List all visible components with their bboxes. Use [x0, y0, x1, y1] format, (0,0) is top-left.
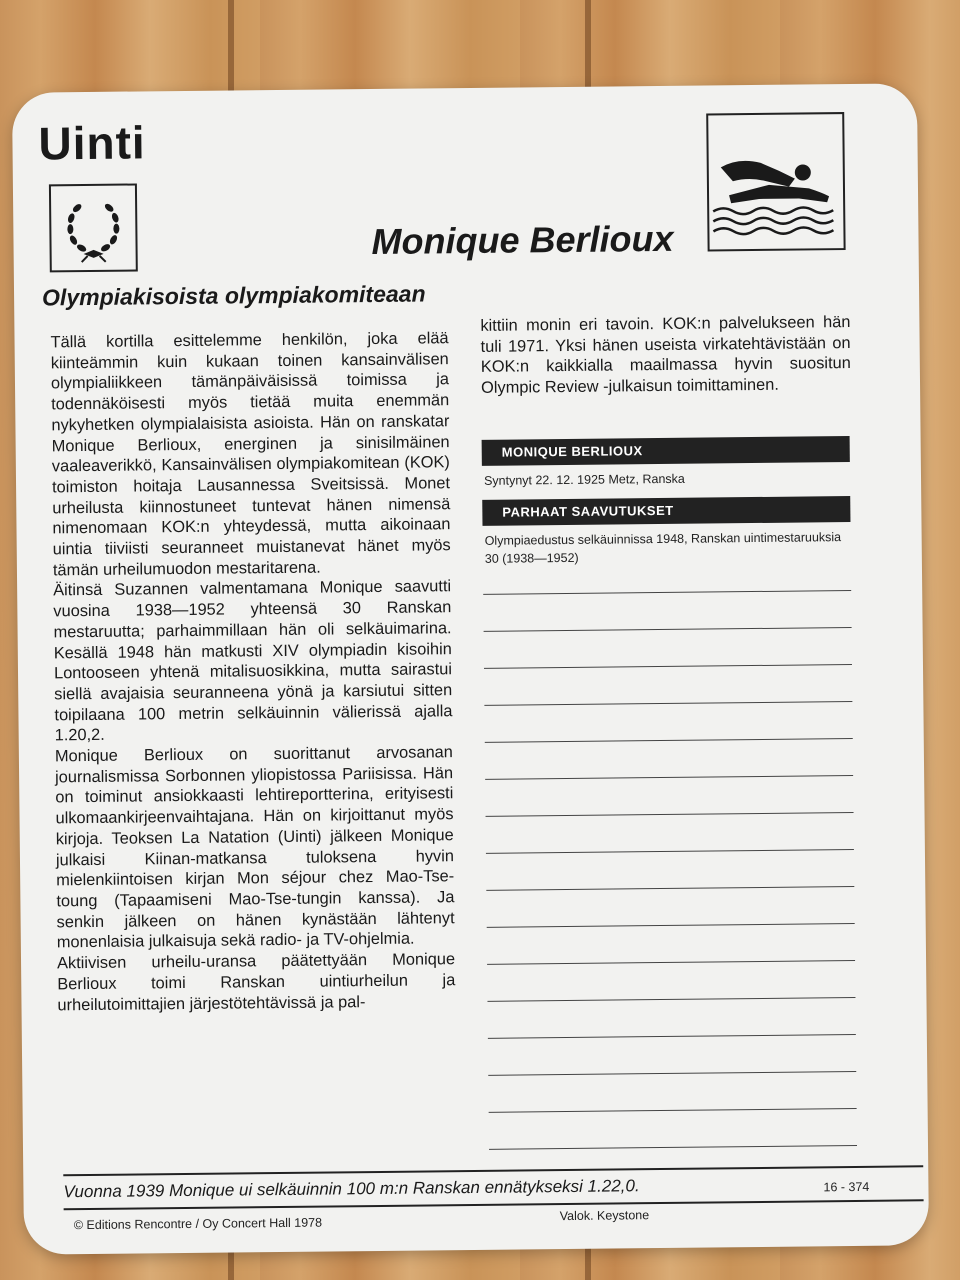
writing-line [488, 1071, 856, 1076]
writing-line [487, 997, 855, 1002]
biography-left-column [50, 328, 455, 1015]
record-footnote: Vuonna 1939 Monique ui selkäuinnin 100 m:n Ranskan ennätykseksi 1.22,0. [63, 1176, 640, 1202]
biography-paragraph: Tällä kortilla esittelemme henkilön, joka elää kiinteämmin kuin kukaan toinen kansainvälisen olympialiikkeen tämänpäiväisissä toimissa ja todennäköisesti myös tietää muita enemmän nykyhetken olympialaisista asioista. Hän on ranskatar Monique Berlioux, energinen ja sinisilmäinen vaaleaverikkö, Kansainvälisen olympiakomitean (KOK) toimiston hoitaja Lausannessa Sveitsissä. Monet urheilusta kiinnostuneet tuntevat hänen nimensä nimenomaan KOK:n yhteydessä, mutta aikoinaan uintia tiiviisti seuranneet muistanevat hänet myös tämän urheilumuodon mestaritarena. [50, 329, 451, 580]
writing-line [484, 627, 852, 632]
laurel-wreath-icon [49, 183, 138, 272]
copyright-notice: © Editions Rencontre / Oy Concert Hall 1978 [73, 1215, 323, 1233]
biography-paragraph: Aktiivisen urheilu-uransa päätettyään Monique Berlioux toimi Ranskan uintiurheilun ja urheilutoimittajien järjestötehtävissä ja pal- [56, 950, 456, 1014]
swimmer-icon [706, 112, 845, 251]
writing-line [488, 1034, 856, 1039]
footer-divider [63, 1165, 923, 1176]
sport-card [12, 83, 929, 1254]
writing-line [484, 701, 852, 706]
writing-line [486, 886, 854, 891]
writing-line [486, 849, 854, 854]
writing-line [483, 590, 851, 595]
achievements-text: Olympiaedustus selkäuinnissa 1948, Ranskan uintimestaruuksia 30 (1938—1952) [484, 530, 842, 566]
sport-title: Uinti [38, 116, 146, 170]
birth-info: Syntynyt 22. 12. 1925 Metz, Ranska [483, 471, 685, 488]
card-subtitle: Olympiakisoista olympiakomiteaan [41, 280, 426, 311]
biography-paragraph: Monique Berlioux on suorittanut arvosanan journalismissa Sorbonnen yliopistossa Pariisissa. Hän on toiminut ansiokkaasti lehtireportterina, erityisesti ulkomaankirjeenvaihtajana. Hän on kirjoittanut myös kirjoja. Teoksen La Natation (Uinti) jälkeen Monique julkaisi Kiinan-matkansa tuloksena hyvin mielenkiintoisen kirjan Mon séjour chez Mao-Tse-toung (Tapaamiseni Mao-Tse-tungin kanssa). Ja senkin jälkeen on hänen kynästään lähtenyt monenlaisia julkaisuja sekä radio- ja TV-ohjelmia. [54, 743, 455, 952]
writing-line [489, 1108, 857, 1113]
bio-header: MONIQUE BERLIOUX [482, 436, 850, 466]
biography-paragraph: Äitinsä Suzannen valmentamana Monique saavutti vuosina 1938—1952 yhteensä 30 Ranskan mestaruutta; parhaimmillaan hän oli selkäuimarina. Kesällä 1948 hän matkusti XIV olympiadin kisoihin Lontooseen yhtenä mitalisuosikkina, mutta sairastui siellä avajaisia seuranneena yönä ja karsiutui sitten toipilaana 100 metrin selkäuinnin välierissä ajalla 1.20,2. [53, 577, 453, 745]
writing-line [489, 1145, 857, 1150]
card-number: 16 - 374 [823, 1179, 870, 1195]
athlete-name: Monique Berlioux [371, 217, 674, 263]
writing-line [486, 812, 854, 817]
writing-line [485, 738, 853, 743]
achievements-header: PARHAAT SAAVUTUKSET [482, 496, 850, 526]
photo-credit: Valok. Keystone [559, 1208, 650, 1224]
writing-line [484, 664, 852, 669]
writing-line [485, 775, 853, 780]
writing-line [487, 923, 855, 928]
biography-right-column: kittiin monin eri tavoin. KOK:n palvelukseen hän tuli 1971. Yksi hänen useista virkatehtävistään on KOK:n kaikkialla maailmassa hyvin suositun Olympic Review -julkaisun toimittaminen. [480, 313, 851, 397]
writing-line [487, 960, 855, 965]
